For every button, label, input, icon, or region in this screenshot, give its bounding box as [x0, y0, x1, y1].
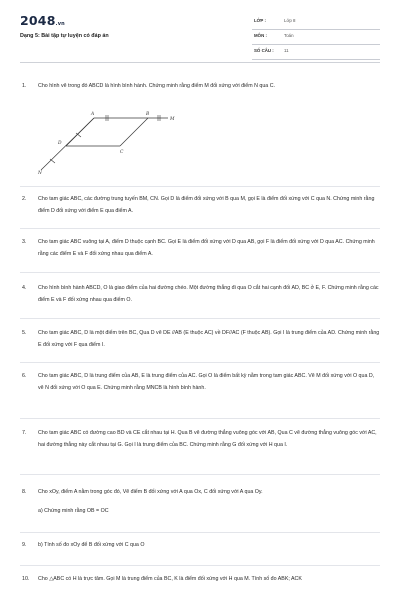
divider	[20, 418, 380, 419]
question-1	[22, 80, 380, 106]
question-number: 10.	[22, 576, 30, 582]
question-number: 1.	[22, 83, 27, 89]
page-title: Dạng 5: Bài tập tự luyện có đáp án	[20, 33, 109, 39]
question-number: 2.	[22, 196, 27, 202]
question-text: Cho tam giác ABC vuông tại A, điểm D thuộc cạnh BC. Gọi E là điểm đối xứng với D qua AB, gọi F là điểm đối xứng với D qua AC. Chứng minh rằng các điểm E và F đối xứng nhau qua điểm A.	[38, 239, 375, 257]
question-10	[22, 573, 380, 599]
label-c: C	[120, 150, 124, 155]
meta-row-subject	[252, 30, 380, 45]
meta-row-count	[252, 45, 380, 60]
question-5	[22, 327, 380, 353]
divider	[20, 318, 380, 319]
label-b: B	[146, 112, 150, 117]
question-number: 5.	[22, 330, 27, 336]
label-m: M	[170, 117, 175, 122]
question-text: Cho hình vẽ trong đó ABCD là hình bình hành. Chứng minh rằng điểm M đối xứng với điểm N qua C.	[38, 83, 275, 89]
segment-cb	[120, 118, 148, 146]
meta-key: MÔN :	[254, 33, 267, 38]
label-a: A	[91, 112, 95, 117]
question-text: Cho tam giác ABC có đường cao BD và CE cắt nhau tại H. Qua B vẽ đường thẳng vuông góc với AB, Qua C vẽ đường thẳng vuông góc với AC, hai đường thẳng này cắt nhau tại G. Gọi I là trung điểm của BC. Chứng minh rằng G đối xứng với H qua I.	[38, 430, 377, 448]
parallelogram-figure	[36, 110, 186, 175]
question-4	[22, 282, 380, 308]
question-number: 7.	[22, 430, 27, 436]
logo-text: 2048	[20, 13, 56, 28]
segment-da	[66, 118, 94, 146]
divider	[20, 474, 380, 475]
question-text: Cho hình bình hành ABCD, O là giao điểm của hai đường chéo. Một đường thẳng đi qua O cắt hai cạnh đối AD, BC ở E, F. Chứng minh rằng các điểm E và F đối xứng nhau qua điểm O.	[38, 285, 379, 303]
label-d: D	[58, 141, 62, 146]
meta-value: Lớp 8	[284, 18, 296, 23]
question-8	[22, 486, 380, 522]
divider	[20, 186, 380, 187]
question-number: 9.	[22, 542, 27, 548]
header-divider	[20, 62, 380, 63]
question-number: 6.	[22, 373, 27, 379]
divider	[20, 532, 380, 533]
question-subpart: a) Chứng minh rằng OB = OC	[38, 508, 109, 514]
question-text: b) Tính số đo xOy để B đối xứng với C qua O	[38, 542, 145, 548]
question-text: Cho tam giác ABC, D là một điểm trên BC, Qua D vẽ DE //AB (E thuộc AC) về DF//AC (F thuộc AB). Gọi I là trung điểm của AD. Chứng minh rằng E đối xứng với F qua điểm I.	[38, 330, 380, 348]
divider	[20, 362, 380, 363]
divider	[20, 272, 380, 273]
question-6	[22, 370, 380, 408]
question-number: 3.	[22, 239, 27, 245]
question-7	[22, 427, 380, 465]
question-text: Cho xOy, điểm A nằm trong góc đó, Vẽ điểm B đối xứng với A qua Ox, C đối xứng với A qua Oy.	[38, 489, 263, 495]
question-9	[22, 539, 380, 553]
question-number: 4.	[22, 285, 27, 291]
question-2	[22, 193, 380, 219]
question-3	[22, 236, 380, 262]
divider	[20, 565, 380, 566]
logo-suffix: .vn	[55, 21, 65, 27]
meta-value: Toán	[284, 33, 294, 38]
meta-key: LỚP :	[254, 18, 266, 23]
question-text: Cho tam giác ABC, các đường trung tuyến BM, CN. Gọi D là điểm đối xứng với B qua M, gọi E là điểm đối xứng với C qua N. Chứng minh rằng điểm D đối xứng với điểm E qua điểm A.	[38, 196, 375, 214]
question-text: Cho tam giác ABC, D là trung điểm của AB, E là trung điểm của AC. Gọi O là điểm bất kỳ nằm trong tam giác ABC. Vẽ M đối xứng với O qua D, vẽ N đối xứng với O qua E. Chứng minh rằng MNCB là hình bình hành.	[38, 373, 375, 391]
tick-mark	[50, 159, 55, 163]
meta-key: SỐ CÂU :	[254, 48, 274, 53]
brand-logo[interactable]	[20, 13, 65, 28]
meta-value: 11	[284, 48, 289, 53]
question-text: Cho △ABC có H là trực tâm. Gọi M là trung điểm của BC, K là điểm đối xứng với H qua M. Tính số đo ABK; ACK	[38, 576, 302, 582]
label-n: N	[38, 171, 42, 175]
divider	[20, 228, 380, 229]
question-number: 8.	[22, 489, 27, 495]
meta-row-class	[252, 15, 380, 30]
meta-table	[252, 15, 380, 60]
